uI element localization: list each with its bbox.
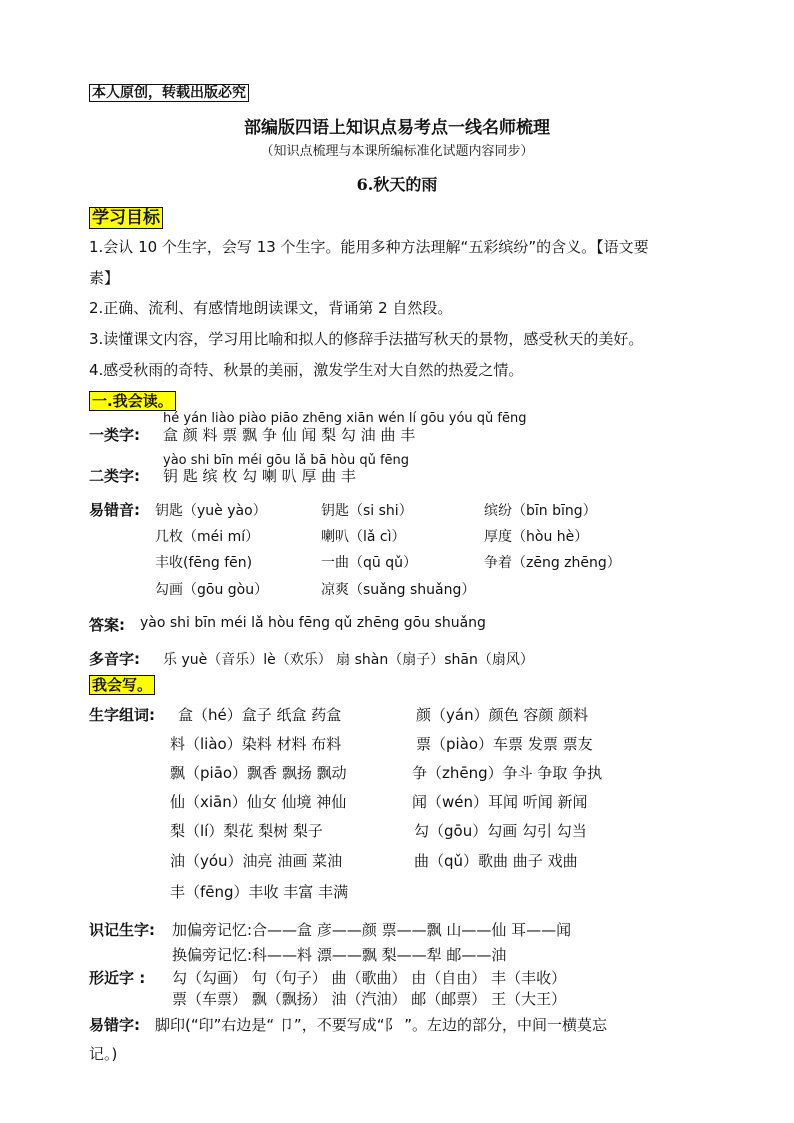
mispron-item: 丰收(fēng fēn) (155, 555, 253, 571)
word-group: 颜（yán）颜色 容颜 颜料 (416, 706, 589, 724)
similar-label: 形近字 : (89, 969, 146, 987)
class2-label: 二类字: (89, 467, 140, 485)
mispron-item: 争着（zēng zhēng） (484, 555, 621, 571)
write-heading-text: 我会写。 (89, 675, 155, 695)
copyright-notice (89, 82, 249, 102)
goal-line: 4.感受秋雨的奇特、秋景的美丽，激发学生对大自然的热爱之情。 (89, 361, 524, 379)
polyphone-text: 乐 yuè（音乐）lè（欢乐） 扇 shàn（扇子）shān（扇风） (163, 652, 534, 668)
mispron-item: 喇叭（lǎ cì） (321, 529, 406, 545)
polyphone-label: 多音字: (89, 650, 140, 668)
word-group: 丰（fēng）丰收 丰富 丰满 (170, 883, 349, 901)
word-group: 油（yóu）油亮 油画 菜油 (170, 852, 343, 870)
mispron-item: 厚度（hòu hè） (484, 529, 589, 545)
mispron-item: 缤纷（bīn bīng） (484, 503, 597, 519)
mispron-item: 凉爽（suǎng shuǎng） (321, 582, 476, 598)
mispron-item: 一曲（qū qǔ） (321, 555, 417, 571)
memory-line: 加偏旁记忆:合——盒 彦——颜 票——飘 山——仙 耳——闻 (172, 921, 572, 939)
answer-text: yào shi bīn méi lǎ hòu fēng qǔ zhēng gōu shuǎng (140, 615, 486, 631)
mispron-item: 勾画（gōu gòu） (155, 582, 269, 598)
word-group: 争（zhēng）争斗 争取 争执 (412, 764, 603, 782)
answer-label: 答案: (89, 616, 125, 634)
goal-line: 1.会认 10 个生字，会写 13 个生字。能用多种方法理解“五彩缤纷”的含义。【语文要 (89, 238, 649, 256)
goal-line: 3.读懂课文内容，学习用比喻和拟人的修辞手法描写秋天的景物，感受秋天的美好。 (89, 330, 644, 348)
word-group: 料（liào）染料 材料 布料 (170, 735, 342, 753)
class2-chars: 钥 匙 缤 枚 勾 喇 叭 厚 曲 丰 (163, 467, 356, 485)
copyright-text: 本人原创，转载出版必究 (89, 84, 249, 102)
lesson-title: 6.秋天的雨 (356, 175, 438, 194)
goal-line: 素】 (89, 269, 120, 287)
class1-chars: 盒 颜 料 票 飘 争 仙 闻 梨 勾 油 曲 丰 (163, 426, 416, 444)
class2-pinyin: yào shi bīn méi gōu lǎ bā hòu qǔ fēng (163, 453, 410, 468)
similar-line: 票（车票） 飘（飘扬） 油（汽油） 邮（邮票） 王（大王） (172, 990, 567, 1008)
class1-label: 一类字: (89, 426, 140, 444)
word-group: 梨（lí）梨花 梨树 梨子 (170, 822, 323, 840)
words-label: 生字组词: (89, 706, 155, 724)
mispron-label: 易错音: (89, 501, 140, 519)
page-title: 部编版四语上知识点易考点一线名师梳理 (244, 118, 550, 138)
mispron-item: 钥匙（yuè yào） (155, 503, 267, 519)
read-heading (89, 390, 176, 411)
word-group: 勾（gōu）勾画 勾引 勾当 (414, 822, 587, 840)
read-heading-text: 一.我会读。 (89, 391, 176, 411)
memory-line: 换偏旁记忆:科——料 漂——飘 梨——犁 邮——油 (172, 946, 507, 964)
page-subtitle: （知识点梳理与本课所编标准化试题内容同步） (260, 144, 534, 159)
word-group: 飘（piāo）飘香 飘扬 飘动 (170, 764, 347, 782)
goals-heading-text: 学习目标 (89, 207, 163, 229)
word-group: 票（piào）车票 发票 票友 (416, 735, 593, 753)
word-group: 仙（xiān）仙女 仙境 神仙 (170, 793, 347, 811)
word-group: 盒（hé）盒子 纸盒 药盒 (178, 706, 342, 724)
goals-heading (89, 203, 163, 228)
mispron-item: 几枚（méi mí） (155, 529, 260, 545)
miswrite-label: 易错字: (89, 1016, 140, 1034)
similar-line: 勾（勾画） 句（句子） 曲（歌曲） 由（自由） 丰（丰收） (172, 969, 567, 987)
write-heading (89, 674, 155, 695)
miswrite-line: 记。) (89, 1045, 118, 1063)
memory-label: 识记生字: (89, 921, 155, 939)
miswrite-line: 脚印(“印”右边是“ 卩”，不要写成“阝 ”。左边的部分，中间一横莫忘 (155, 1016, 608, 1034)
mispron-item: 钥匙（si shi） (321, 503, 413, 519)
goal-line: 2.正确、流利、有感情地朗读课文，背诵第 2 自然段。 (89, 299, 453, 317)
class1-pinyin: hé yán liào piào piāo zhēng xiān wén lí gōu yóu qǔ fēng (163, 411, 527, 426)
word-group: 曲（qǔ）歌曲 曲子 戏曲 (414, 852, 578, 870)
word-group: 闻（wén）耳闻 听闻 新闻 (412, 793, 588, 811)
